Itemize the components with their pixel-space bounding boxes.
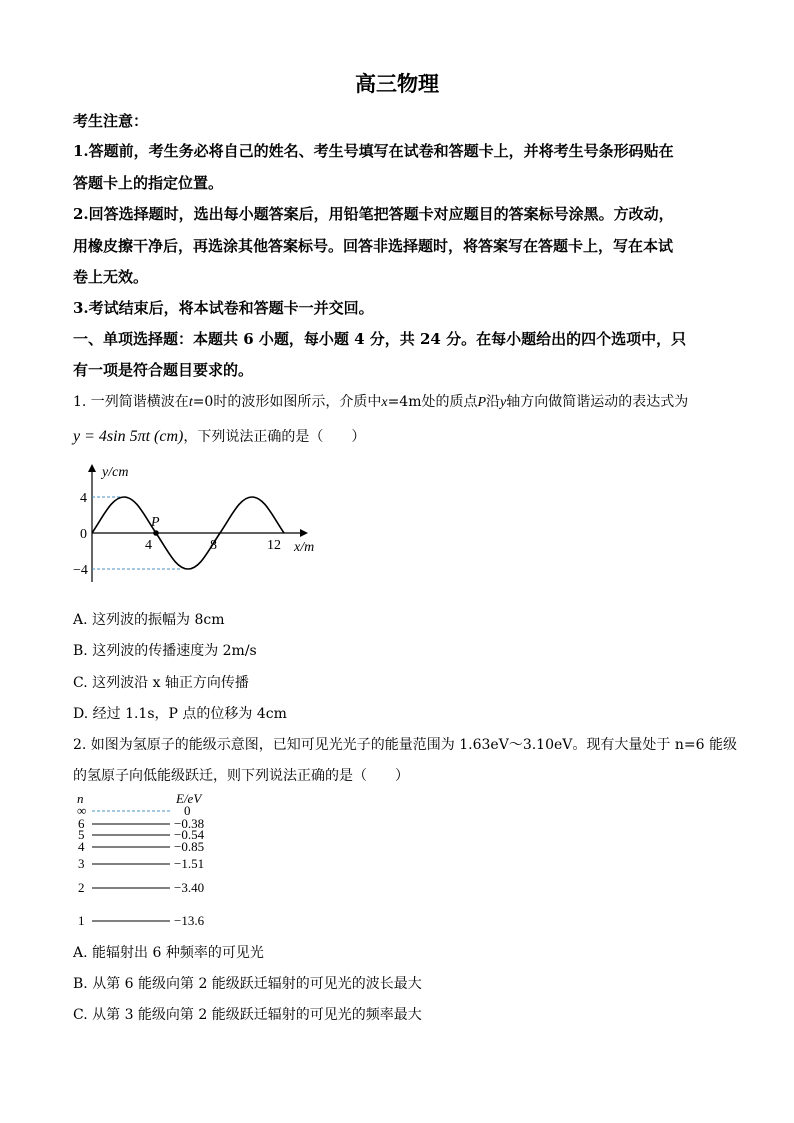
x-axis-arrow	[300, 529, 308, 537]
section-heading-2: 有一项是符合题目要求的。	[73, 361, 254, 379]
y-tick-4: 4	[80, 491, 87, 506]
notice-line-2a: 2.回答选择题时，选出每小题答案后，用铅笔把答题卡对应题目的答案标号涂黑。方改动，	[73, 205, 674, 223]
level-4-n: 4	[78, 839, 85, 854]
level-1-E: −13.6	[174, 913, 205, 928]
q1-option-b: B. 这列波的传播速度为 2m/s	[73, 643, 257, 659]
page-title: 高三物理	[355, 71, 439, 96]
notice-heading: 考生注意：	[73, 112, 149, 130]
notice-line-1a: 1.答题前，考生务必将自己的姓名、考生号填写在试卷和答题卡上，并将考生号条形码贴在	[73, 142, 674, 160]
level-inf-n: ∞	[77, 803, 87, 818]
q2-option-c: C. 从第 3 能级向第 2 能级跃迁辐射的可见光的频率最大	[73, 1007, 422, 1023]
q1-stem-line-1: 1. 一列简谐横波在t=0时的波形如图所示，介质中x=4m处的质点P沿y轴方向做简谐运动的表达式为	[73, 394, 689, 410]
notice-line-1b: 答题卡上的指定位置。	[73, 174, 224, 192]
level-2-n: 2	[78, 880, 85, 895]
point-P	[153, 530, 159, 536]
level-1-n: 1	[78, 913, 85, 928]
q2-stem-line-1: 2. 如图为氢原子的能级示意图，已知可见光光子的能量范围为 1.63eV～3.10eV。现有大量处于 n=6 能级	[73, 737, 737, 753]
x-tick-4: 4	[145, 538, 152, 553]
y-tick-neg4: −4	[73, 563, 88, 578]
level-5-n: 5	[78, 827, 85, 842]
section-heading-1: 一、单项选择题：本题共 6 小题，每小题 4 分，共 24 分。在每小题给出的四个选项中，只	[73, 330, 687, 348]
q1-stem-line-2: y = 4sin 5πt (cm)，下列说法正确的是（ ）	[73, 428, 366, 445]
notice-line-2b: 用橡皮擦干净后，再选涂其他答案标号。回答非选择题时，将答案写在答题卡上，写在本试	[73, 237, 674, 255]
x-axis-label: x/m	[294, 540, 315, 555]
q2-stem-line-2: 的氢原子向低能级跃迁，则下列说法正确的是（ ）	[73, 768, 409, 784]
y-tick-0: 0	[80, 527, 87, 542]
level-inf-E: 0	[184, 803, 191, 818]
point-P-label: P	[151, 515, 160, 530]
q2-option-a: A. 能辐射出 6 种频率的可见光	[73, 945, 264, 961]
E-label: E/eV	[176, 791, 202, 806]
y-axis-label: y/cm	[102, 465, 129, 480]
notice-line-2c: 卷上无效。	[73, 268, 149, 286]
level-2-E: −3.40	[174, 880, 205, 895]
notice-line-3: 3.考试结束后，将本试卷和答题卡一并交回。	[73, 299, 374, 317]
level-3-E: −1.51	[174, 856, 205, 871]
level-6-n: 6	[78, 816, 85, 831]
x-tick-12: 12	[267, 538, 281, 553]
n-label: n	[77, 791, 84, 806]
q1-wave-figure	[72, 460, 322, 595]
y-axis-arrow	[88, 464, 96, 472]
level-5-E: −0.54	[174, 827, 205, 842]
q1-option-d: D. 经过 1.1s，P 点的位移为 4cm	[73, 706, 287, 722]
level-3-n: 3	[78, 856, 85, 871]
q1-option-a: A. 这列波的振幅为 8cm	[73, 612, 225, 628]
q2-option-b: B. 从第 6 能级向第 2 能级跃迁辐射的可见光的波长最大	[73, 976, 422, 992]
level-4-E: −0.85	[174, 839, 205, 854]
q1-formula: y = 4sin 5πt (cm)	[73, 428, 184, 445]
x-tick-8: 8	[210, 538, 217, 553]
q2-energy-level-diagram	[72, 790, 232, 935]
q1-option-c: C. 这列波沿 x 轴正方向传播	[73, 675, 249, 691]
level-6-E: −0.38	[174, 816, 205, 831]
